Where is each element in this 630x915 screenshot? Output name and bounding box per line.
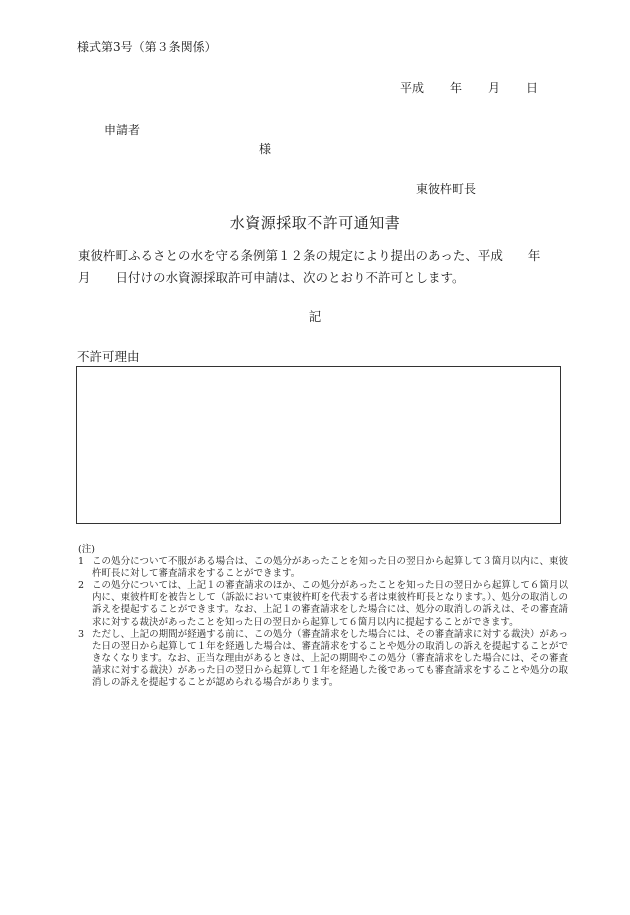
reason-label: 不許可理由 <box>77 349 140 364</box>
note-item <box>78 556 568 580</box>
date-month-unit: 月 <box>488 81 501 95</box>
date-year-unit: 年 <box>450 81 463 95</box>
note-item <box>78 580 568 628</box>
form-number: 様式第3号（第３条関係） <box>77 40 217 54</box>
note-text: この処分について不服がある場合は、この処分があったことを知った日の翌日から起算して３箇月以内に、東彼杵町長に対して審査請求をすることができます。 <box>92 556 568 580</box>
note-text: この処分については、上記１の審査請求のほか、この処分があったことを知った日の翌日から起算して６箇月以内に、東彼杵町を被告として（訴訟において東彼杵町を代表する者は東彼杵町長となります。）、処分の取消しの訴えを提起することができます。なお、上記１の審査請求をした場合には、処分の取消しの訴えは、その審査請求に対する裁決があったことを知った日の翌日から起算して６箇月以内に提起することができます。 <box>92 580 568 628</box>
date-day-unit: 日 <box>526 81 539 95</box>
body-text-line-1: 東彼杵町ふるさとの水を守る条例第１２条の規定により提出のあった、平成 年 <box>78 248 541 263</box>
document-title: 水資源採取不許可通知書 <box>229 214 401 232</box>
honorific: 様 <box>259 142 272 156</box>
note-item <box>78 629 568 689</box>
date-line <box>400 79 538 96</box>
issuer-name: 東彼杵町長 <box>416 182 477 196</box>
applicant-label: 申請者 <box>104 123 141 137</box>
reason-box <box>76 366 561 524</box>
note-number: 2 <box>78 580 85 592</box>
note-number: 1 <box>78 556 85 568</box>
date-era: 平成 <box>400 81 425 95</box>
ki-heading: 記 <box>308 309 322 324</box>
notes-section <box>78 544 568 689</box>
notes-heading: (注) <box>78 544 95 555</box>
body-text-line-2: 月 日付けの水資源採取許可申請は、次のとおり不許可とします。 <box>78 270 465 285</box>
note-number: 3 <box>78 628 85 640</box>
note-text: ただし、上記の期間が経過する前に、この処分（審査請求をした場合には、その審査請求に対する裁決）があった日の翌日から起算して１年を経過した場合は、審査請求をすることや処分の取消しの訴えを提起することができなくなります。なお、正当な理由があるときは、上記の期間やこの処分（審査請求をした場合には、その審査請求に対する裁決）があった日の翌日から起算して１年を経過した後であっても審査請求をすることや処分の取消しの訴えを提起することが認められる場合があります。 <box>92 628 568 689</box>
